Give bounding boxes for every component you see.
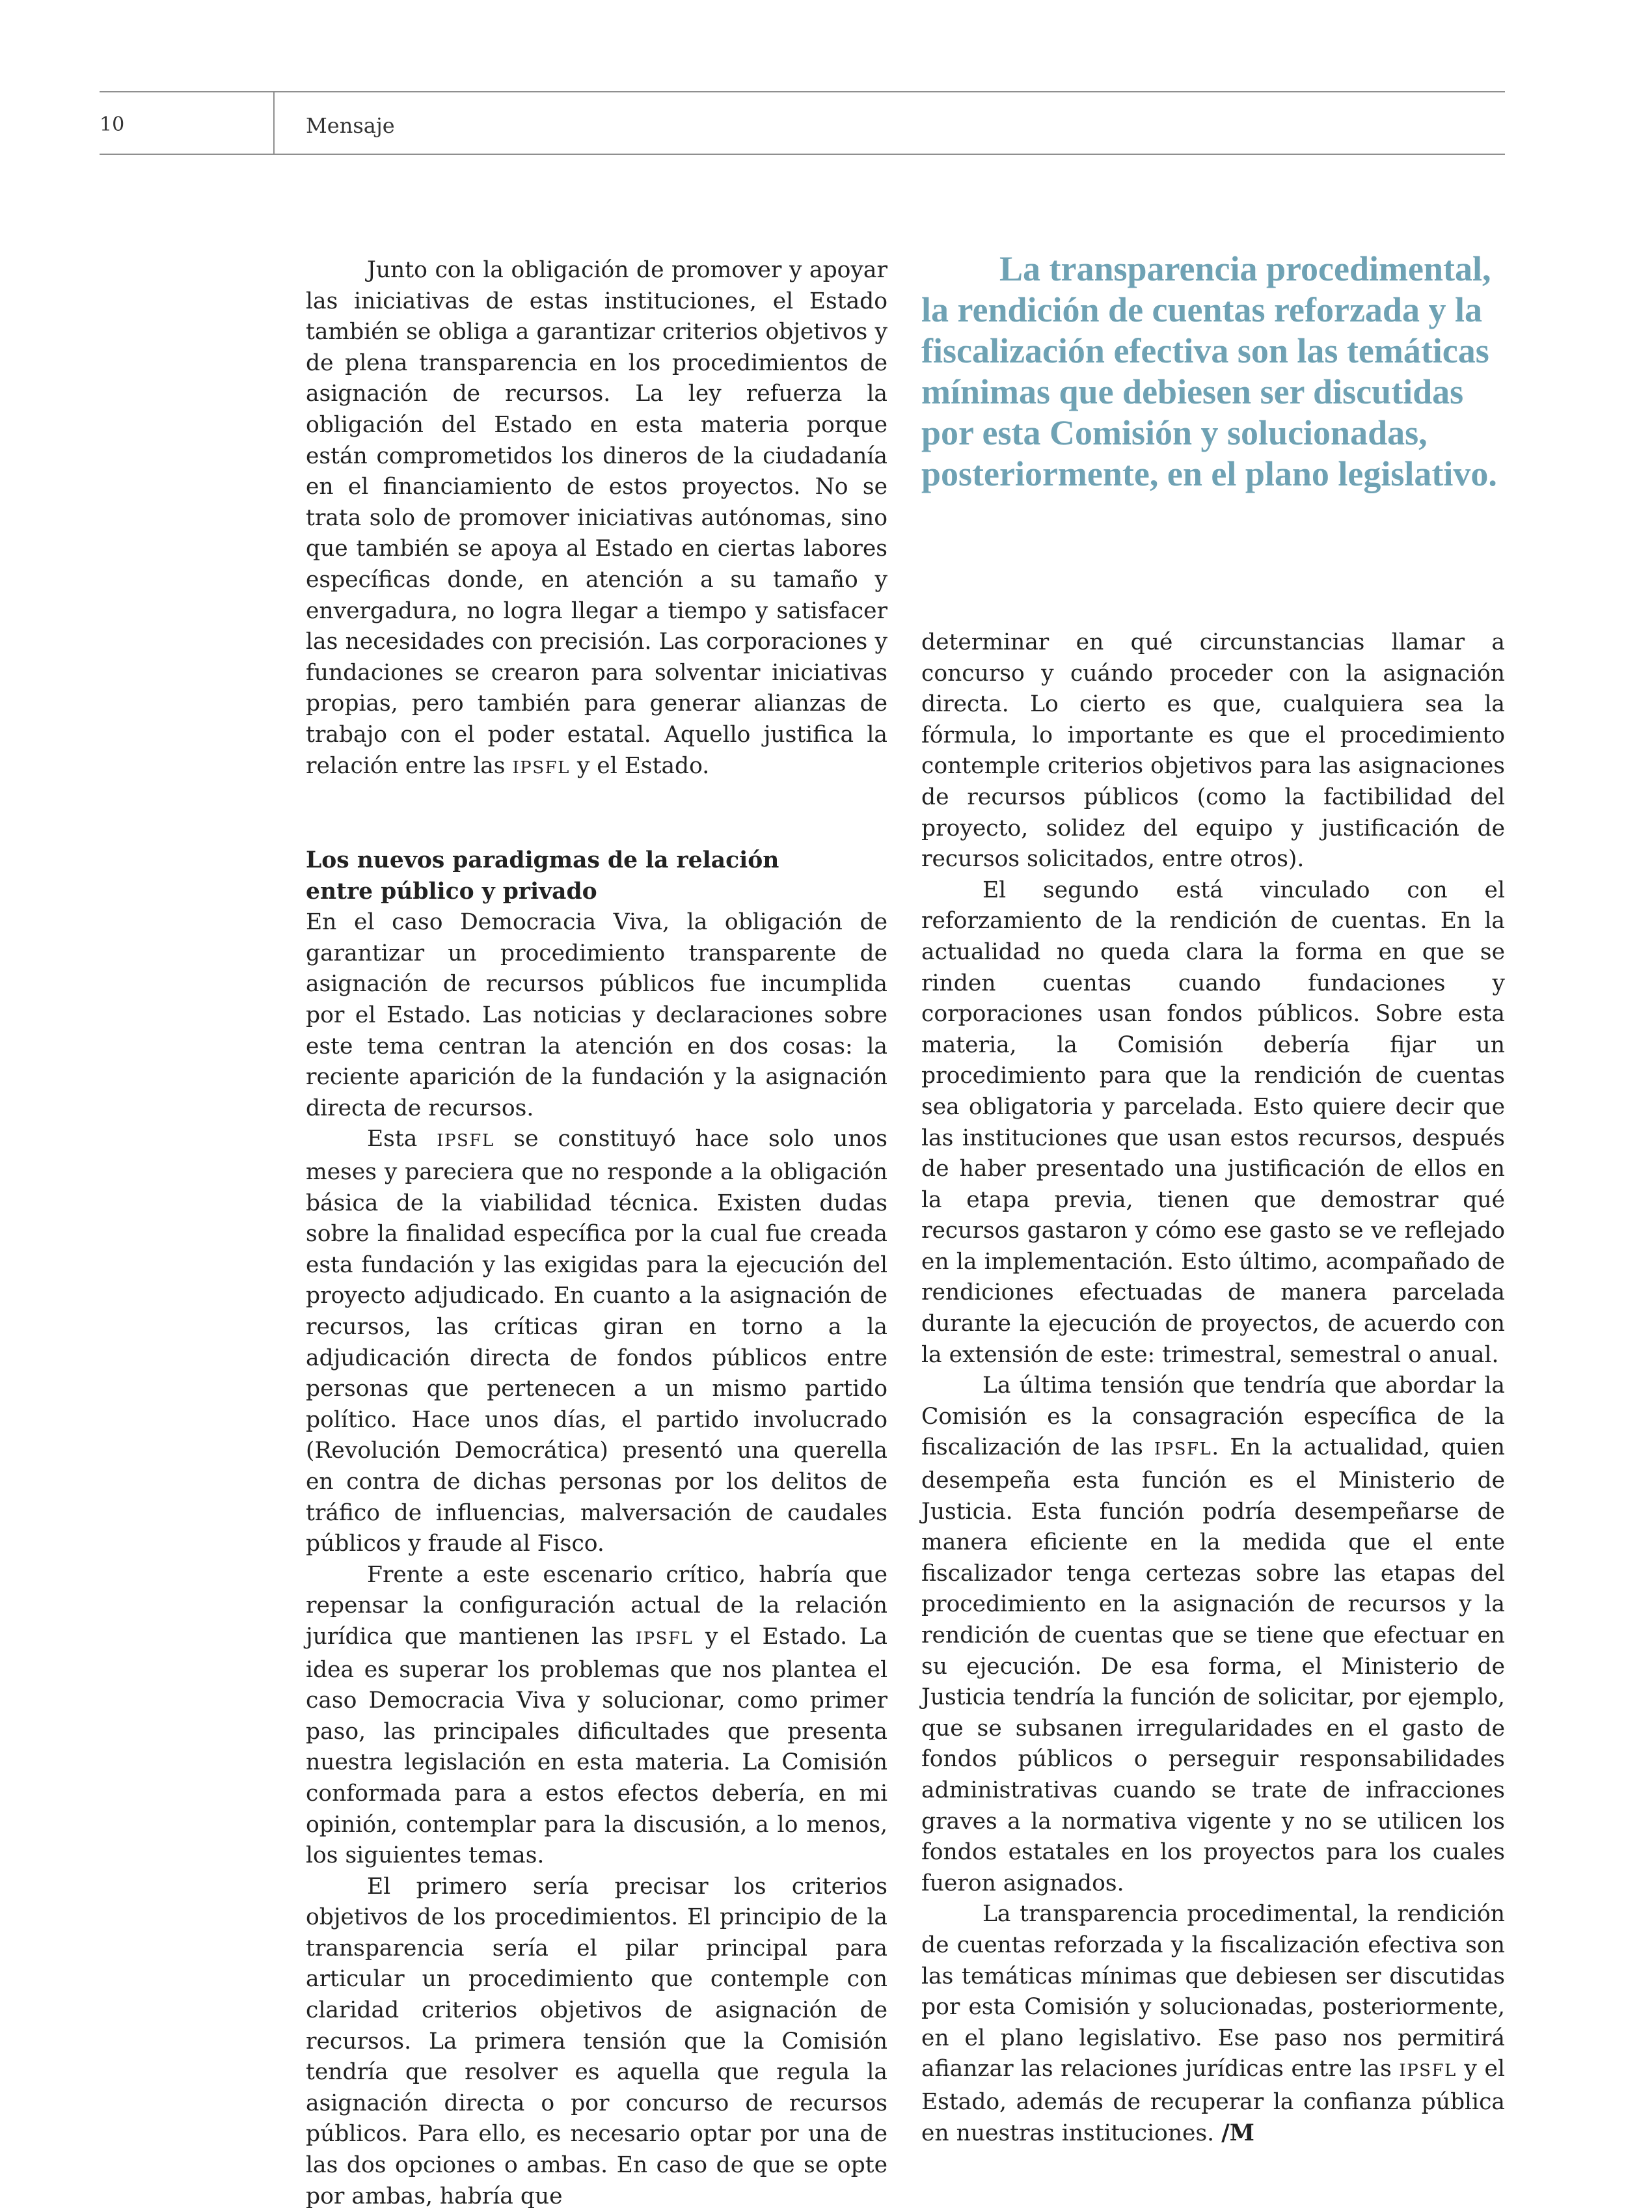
paragraph: determinar en qué circunstancias llamar a concurso y cuándo proceder con la asignación directa. Lo cierto es que, cualquiera sea la fórmula, lo importante es que el procedimiento contemple criterios objetivos para las asignaciones de recursos públicos (como la factibilidad del proyecto, solidez del equipo y justificación de recursos solicitados, entre otros). (921, 629, 1505, 873)
paragraph: El segundo está vinculado con el reforzamiento de la rendición de cuentas. En la actualidad no queda clara la forma en que se rinden cuentas cuando fundaciones y corporaciones usan fondos públicos. Sobre esta materia, la Comisión debería fijar un procedimiento para que la rendición de cuentas sea obligatoria y parcelada. Esto quiere decir que las instituciones que usan estos recursos, después de haber presentado una justificación de ellos en la etapa previa, tienen que demostrar qué recursos gastaron y cómo ese gasto se ve reflejado en la implementación. Esto último, acompañado de rendiciones efectuadas de manera parcelada durante la ejecución de proyectos, de acuerdo con la extensión de este: trimestral, semestral o anual. (921, 877, 1505, 1368)
acronym-ipsfl: IPSFL (635, 1628, 694, 1648)
header-top-rule (100, 91, 1505, 92)
paragraph: Esta IPSFL se constituyó hace solo unos meses y pareciera que no responde a la obligación básica de la viabilidad técnica. Existen dudas sobre la finalidad específica por la cual fue creada esta fundación y las exigidas para la ejecución del proyecto adjudicado. En cuanto a la asignación de recursos, las críticas giran en torno a la adjudicación directa de fondos públicos entre personas que pertenecen a un mismo partido político. Hace unos días, el partido involucrado (Revolución Democrática) presentó una querella en contra de dichas personas por los delitos de tráfico de influencias, malversación de caudales públicos y fraude al Fisco. (306, 1126, 888, 1557)
acronym-ipsfl: IPSFL (437, 1131, 494, 1151)
paragraph: En el caso Democracia Viva, la obligación de garantizar un procedimiento transparente de asignación de recursos públicos fue incumplida por el Estado. Las noticias y declaraciones sobre este tema centran la atención en dos cosas: la reciente aparición de la fundación y la asignación directa de recursos. (306, 909, 887, 1121)
acronym-ipsfl: IPSFL (512, 758, 570, 778)
page-number: 10 (100, 113, 125, 136)
right-column (921, 627, 1505, 2149)
acronym-ipsfl: IPSFL (1399, 2061, 1457, 2081)
subheading: Los nuevos paradigmas de la relación entre público y privado (306, 847, 779, 905)
section-title: Mensaje (306, 113, 395, 138)
acronym-ipsfl: IPSFL (1154, 1440, 1212, 1460)
pull-quote: La transparencia procedimental, la rendición de cuentas reforzada y la fiscalización efectiva son las temáticas mínimas que debiesen ser discutidas por esta Comisión y solucionadas, posteriormente, en el plano legislativo. (921, 249, 1497, 493)
paragraph: El primero sería precisar los criterios objetivos de los procedimientos. El principio de la transparencia sería el pilar principal para articular un procedimiento que contemple con claridad criterios objetivos de asignación de recursos. La primera tensión que la Comisión tendría que resolver es aquella que regula la asignación directa o por concurso de recursos públicos. Para ello, es necesario optar por una de las dos opciones o ambas. En caso de que se opte por ambas, habría que (306, 1873, 887, 2209)
paragraph: Junto con la obligación de promover y apoyar las iniciativas de estas instituciones, el Estado también se obliga a garantizar criterios objetivos y de plena transparencia en los procedimientos de asignación de recursos. La ley refuerza la obligación del Estado en esta materia porque están comprometidos los dineros de la ciudadanía en el financiamiento de estos proyectos. No se trata solo de promover iniciativas autónomas, sino que también se apoya al Estado en ciertas labores específicas donde, en atención a su tamaño y envergadura, no logra llegar a tiempo y satisfacer las necesidades con precisión. Las corporaciones y fundaciones se crearon para solventar iniciativas propias, pero también para generar alianzas de trabajo con el poder estatal. Aquello justifica la relación entre las IPSFL y el Estado. (306, 257, 887, 779)
paragraph: La transparencia procedimental, la rendición de cuentas reforzada y la fiscalización efectiva son las temáticas mínimas que debiesen ser discutidas por esta Comisión y solucionadas, posteriormente, en el plano legislativo. Ese paso nos permitirá afianzar las relaciones jurídicas entre las IPSFL y el Estado, además de recuperar la confianza pública en nuestras instituciones. /M (921, 1901, 1505, 2146)
paragraph: La última tensión que tendría que abordar la Comisión es la consagración específica de la fiscalización de las IPSFL. En la actualidad, quien desempeña esta función es el Ministerio de Justicia. Esta función podría desempeñarse de manera eficiente en la medida que el ente fiscalizador tenga certezas sobre las etapas del procedimiento en la asignación de recursos y la rendición de cuentas que se tiene que efectuar en su ejecución. De esa forma, el Ministerio de Justicia tendría la función de solicitar, por ejemplo, que se subsanen irregularidades en el gasto de fondos públicos o perseguir responsabilidades administrativas cuando se trate de infracciones graves a la normativa vigente y no se utilicen los fondos estatales en los proyectos para los cuales fueron asignados. (921, 1372, 1505, 1896)
paragraph: Frente a este escenario crítico, habría que repensar la configuración actual de la relación jurídica que mantienen las IPSFL y el Estado. La idea es superar los problemas que nos plantea el caso Democracia Viva y solucionar, como primer paso, las principales dificultades que presenta nuestra legislación en esta materia. La Comisión conformada para a estos efectos debería, en mi opinión, contemplar para la discusión, a lo menos, los siguientes temas. (306, 1561, 887, 1869)
left-column (306, 255, 887, 2212)
header-bottom-rule (100, 154, 1505, 155)
header-divider (273, 91, 275, 154)
end-mark: /M (1221, 2120, 1254, 2146)
